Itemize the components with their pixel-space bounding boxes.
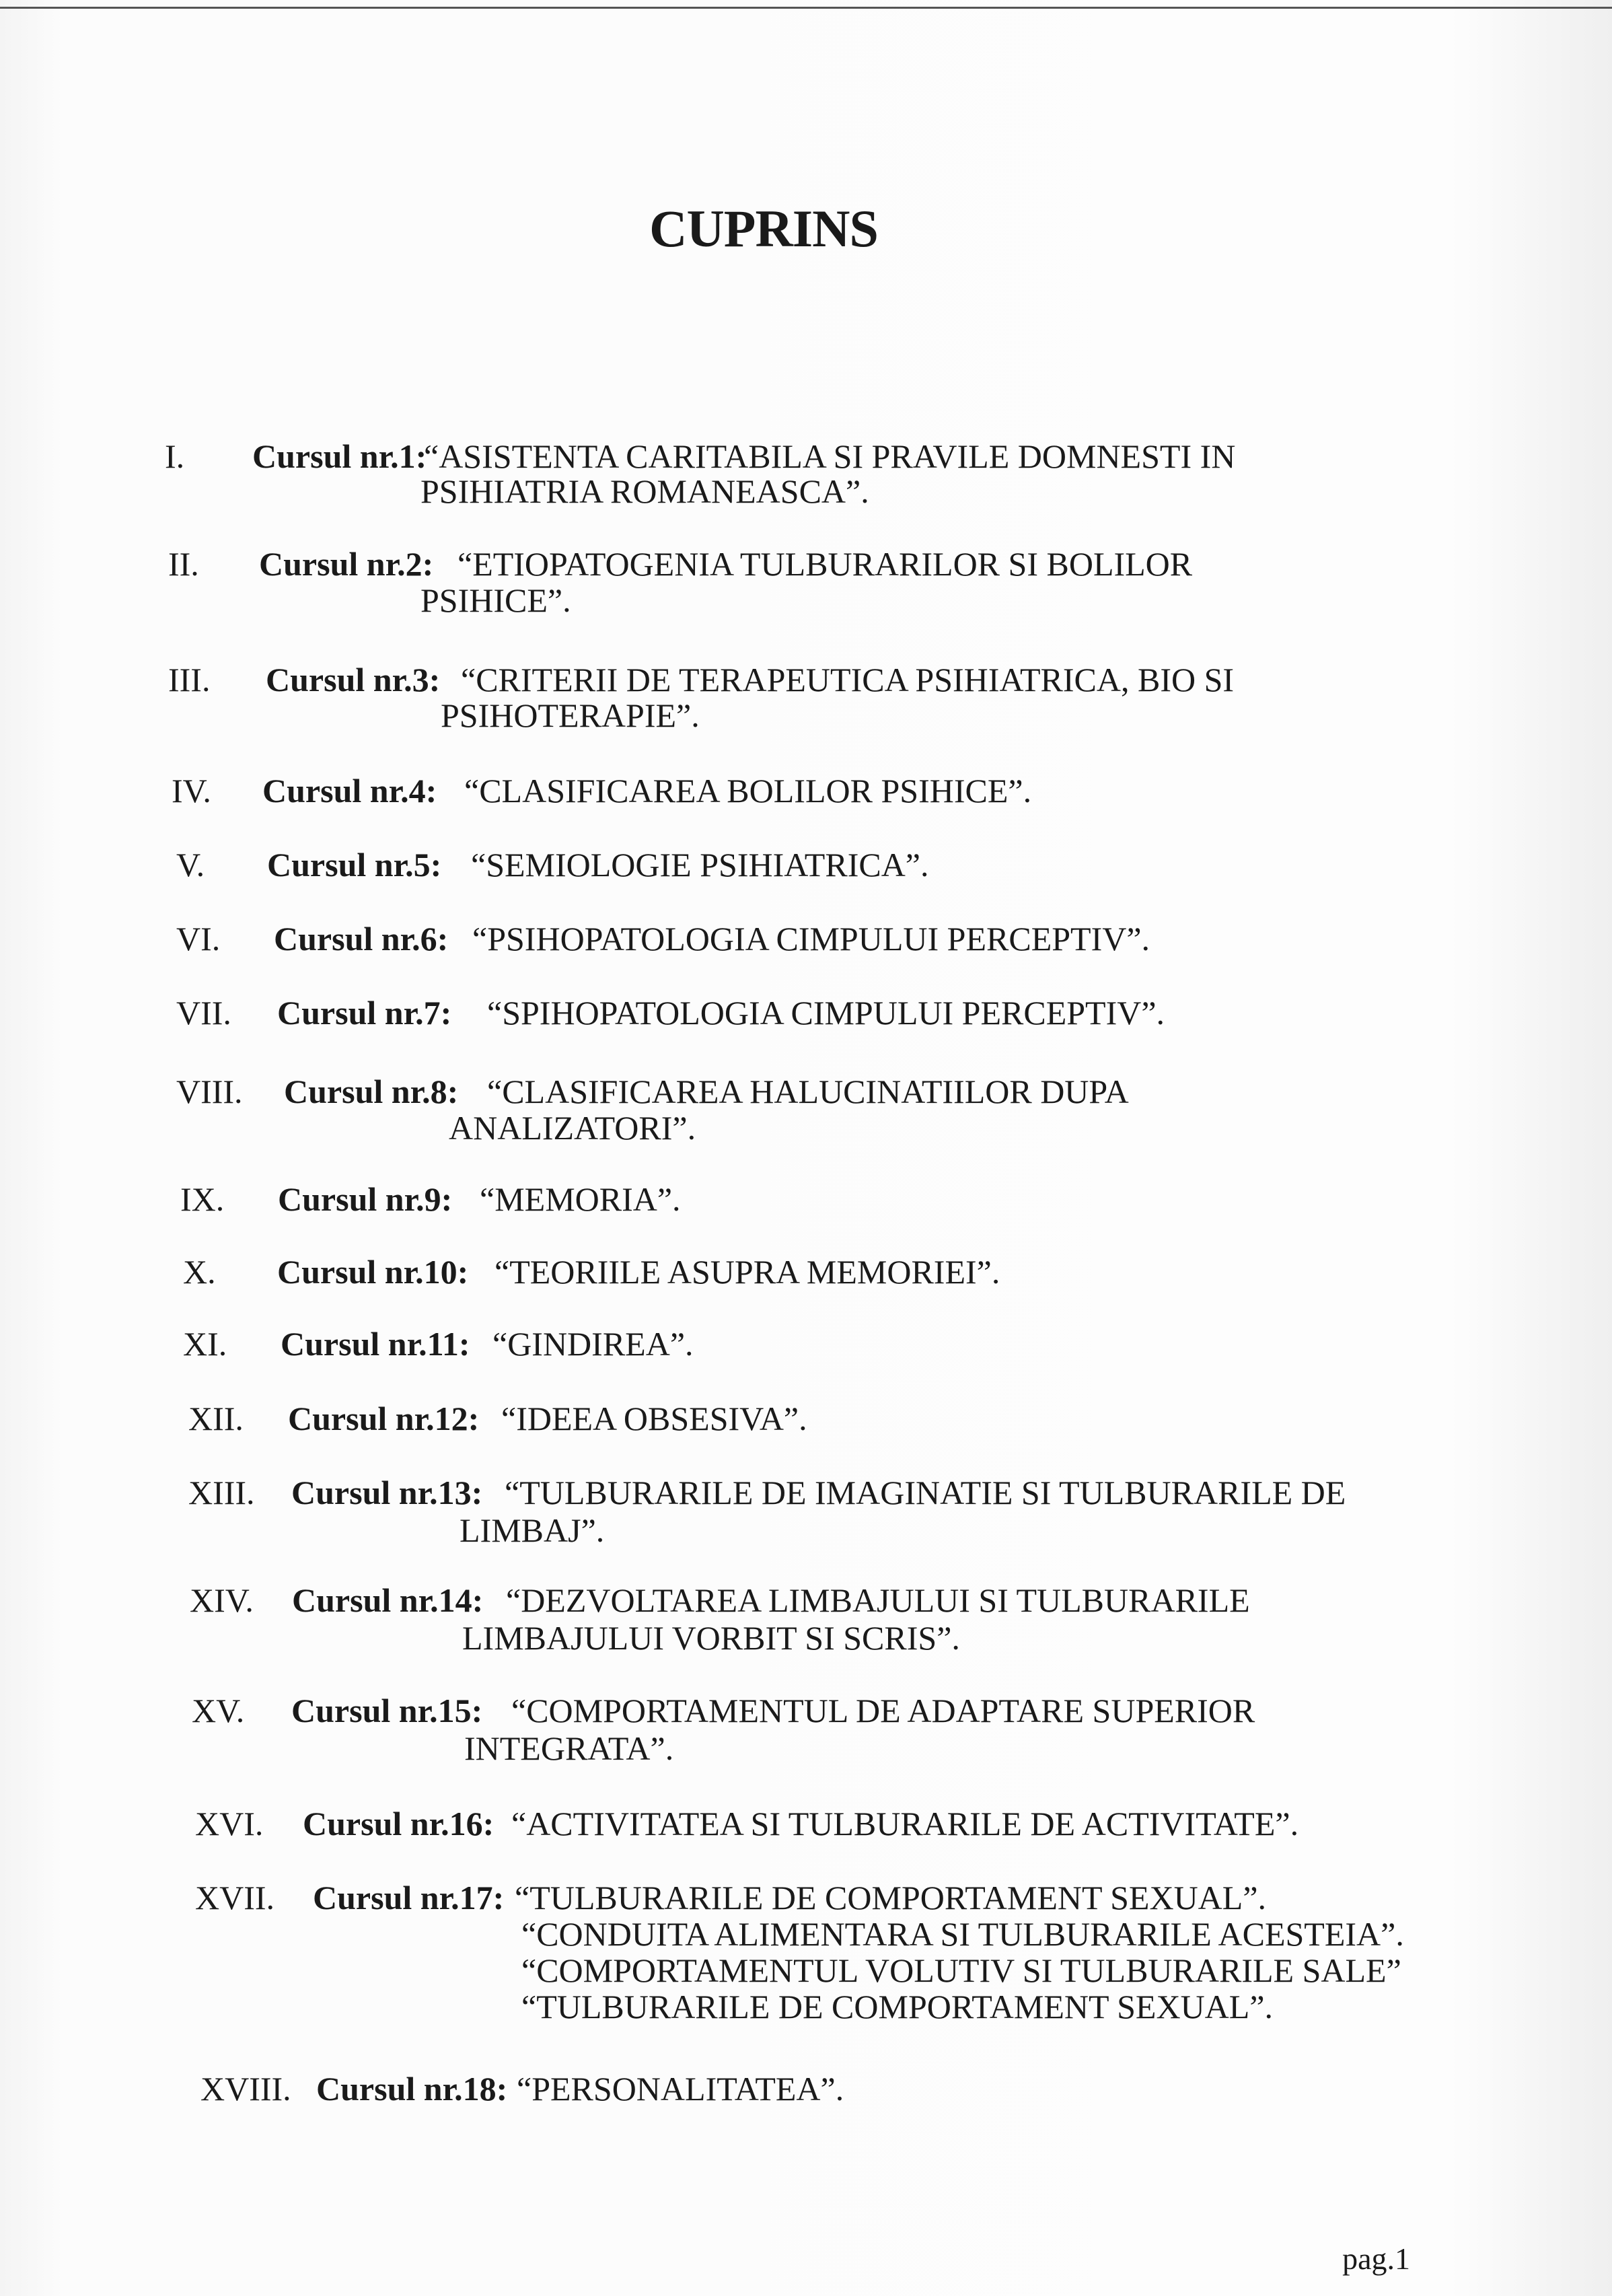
- toc-entry-number: XIII.: [188, 1474, 255, 1511]
- toc-entry-title-line: “PERSONALITATEA”.: [517, 2070, 844, 2108]
- toc-entry-title-line: “ETIOPATOGENIA TULBURARILOR SI BOLILOR: [457, 545, 1193, 583]
- toc-entry-number: IX.: [180, 1180, 225, 1218]
- toc-entry-course-label: Cursul nr.16:: [303, 1805, 494, 1842]
- toc-entry-title-line: PSIHIATRIA ROMANEASCA”.: [420, 472, 869, 510]
- toc-entry-title-line: “GINDIREA”.: [492, 1325, 694, 1363]
- toc-entry-number: XVIII.: [200, 2070, 291, 2108]
- toc-entry-title-line: “TULBURARILE DE COMPORTAMENT SEXUAL”.: [515, 1879, 1267, 1916]
- toc-entry-course-label: Cursul nr.17:: [313, 1879, 505, 1916]
- toc-entry-title-line: “SEMIOLOGIE PSIHIATRICA”.: [471, 846, 929, 884]
- toc-entry-title-line: “CRITERII DE TERAPEUTICA PSIHIATRICA, BIO SI: [461, 661, 1235, 698]
- toc-entry-number: V.: [176, 846, 205, 884]
- toc-entry-title-line: PSIHICE”.: [420, 581, 571, 619]
- toc-entry-title-line: “ASISTENTA CARITABILA SI PRAVILE DOMNESTI IN: [424, 437, 1236, 475]
- toc-entry-course-label: Cursul nr.7:: [277, 994, 452, 1032]
- toc-entry-number: XVI.: [195, 1805, 264, 1842]
- toc-entry-title-line: LIMBAJ”.: [460, 1511, 605, 1549]
- toc-entry-course-label: Cursul nr.6:: [274, 920, 449, 958]
- toc-entry-number: VI.: [176, 920, 221, 958]
- toc-entry-course-label: Cursul nr.1:: [252, 437, 427, 475]
- toc-entry-course-label: Cursul nr.13:: [291, 1474, 483, 1511]
- toc-entry-number: XII.: [188, 1400, 244, 1437]
- toc-entry-title-line: “CLASIFICAREA BOLILOR PSIHICE”.: [464, 772, 1032, 810]
- toc-entry-number: XVII.: [195, 1879, 275, 1916]
- toc-entry-number: X.: [183, 1253, 216, 1291]
- toc-entry-title-line: ANALIZATORI”.: [449, 1109, 696, 1147]
- toc-entry-title-line: “IDEEA OBSESIVA”.: [501, 1400, 807, 1437]
- toc-entry-number: I.: [165, 437, 185, 475]
- toc-entry-title-line: “DEZVOLTAREA LIMBAJULUI SI TULBURARILE: [506, 1581, 1250, 1619]
- toc-entry-number: XV.: [192, 1692, 245, 1729]
- page-title: CUPRINS: [649, 199, 878, 258]
- toc-entry-course-label: Cursul nr.18:: [316, 2070, 508, 2108]
- page-number: pag.1: [1342, 2241, 1410, 2276]
- toc-entry-number: III.: [168, 661, 211, 698]
- toc-entry-course-label: Cursul nr.12:: [288, 1400, 480, 1437]
- toc-entry-title-line: “PSIHOPATOLOGIA CIMPULUI PERCEPTIV”.: [472, 920, 1150, 958]
- toc-entry-title-line: “TULBURARILE DE IMAGINATIE SI TULBURARILE DE: [505, 1474, 1346, 1511]
- toc-entry-course-label: Cursul nr.3:: [266, 661, 441, 698]
- toc-entry-title-line: “SPIHOPATOLOGIA CIMPULUI PERCEPTIV”.: [487, 994, 1165, 1032]
- toc-entry-number: XIV.: [190, 1581, 254, 1619]
- toc-entry-course-label: Cursul nr.10:: [277, 1253, 469, 1291]
- toc-entry-title-line: “TEORIILE ASUPRA MEMORIEI”.: [494, 1253, 1000, 1291]
- toc-entry-number: IV.: [172, 772, 211, 810]
- toc-entry-title-line: “ACTIVITATEA SI TULBURARILE DE ACTIVITATE”.: [511, 1805, 1299, 1842]
- toc-entry-title-line: PSIHOTERAPIE”.: [441, 696, 700, 734]
- toc-entry-title-line: “CONDUITA ALIMENTARA SI TULBURARILE ACESTEIA”.: [521, 1915, 1404, 1953]
- toc-entry-number: XI.: [183, 1325, 227, 1363]
- toc-entry-title-line: “MEMORIA”.: [480, 1180, 681, 1218]
- toc-entry-title-line: “CLASIFICAREA HALUCINATIILOR DUPA: [487, 1073, 1129, 1110]
- toc-entry-course-label: Cursul nr.5:: [267, 846, 442, 884]
- toc-entry-course-label: Cursul nr.15:: [291, 1692, 483, 1729]
- toc-entry-course-label: Cursul nr.14:: [292, 1581, 484, 1619]
- toc-entry-number: VII.: [176, 994, 231, 1032]
- toc-entry-number: II.: [168, 545, 199, 583]
- toc-entry-title-line: INTEGRATA”.: [464, 1729, 674, 1767]
- toc-entry-course-label: Cursul nr.2:: [259, 545, 434, 583]
- toc-entry-number: VIII.: [176, 1073, 243, 1110]
- toc-entry-course-label: Cursul nr.11:: [281, 1325, 470, 1363]
- toc-entry-title-line: “COMPORTAMENTUL VOLUTIV SI TULBURARILE SALE”: [521, 1951, 1401, 1989]
- toc-entry-title-line: “COMPORTAMENTUL DE ADAPTARE SUPERIOR: [511, 1692, 1255, 1729]
- toc-entry-course-label: Cursul nr.4:: [262, 772, 437, 810]
- toc-entry-title-line: “TULBURARILE DE COMPORTAMENT SEXUAL”.: [521, 1988, 1274, 2025]
- toc-entry-course-label: Cursul nr.9:: [278, 1180, 453, 1218]
- toc-entry-course-label: Cursul nr.8:: [284, 1073, 459, 1110]
- toc-entry-title-line: LIMBAJULUI VORBIT SI SCRIS”.: [462, 1619, 960, 1657]
